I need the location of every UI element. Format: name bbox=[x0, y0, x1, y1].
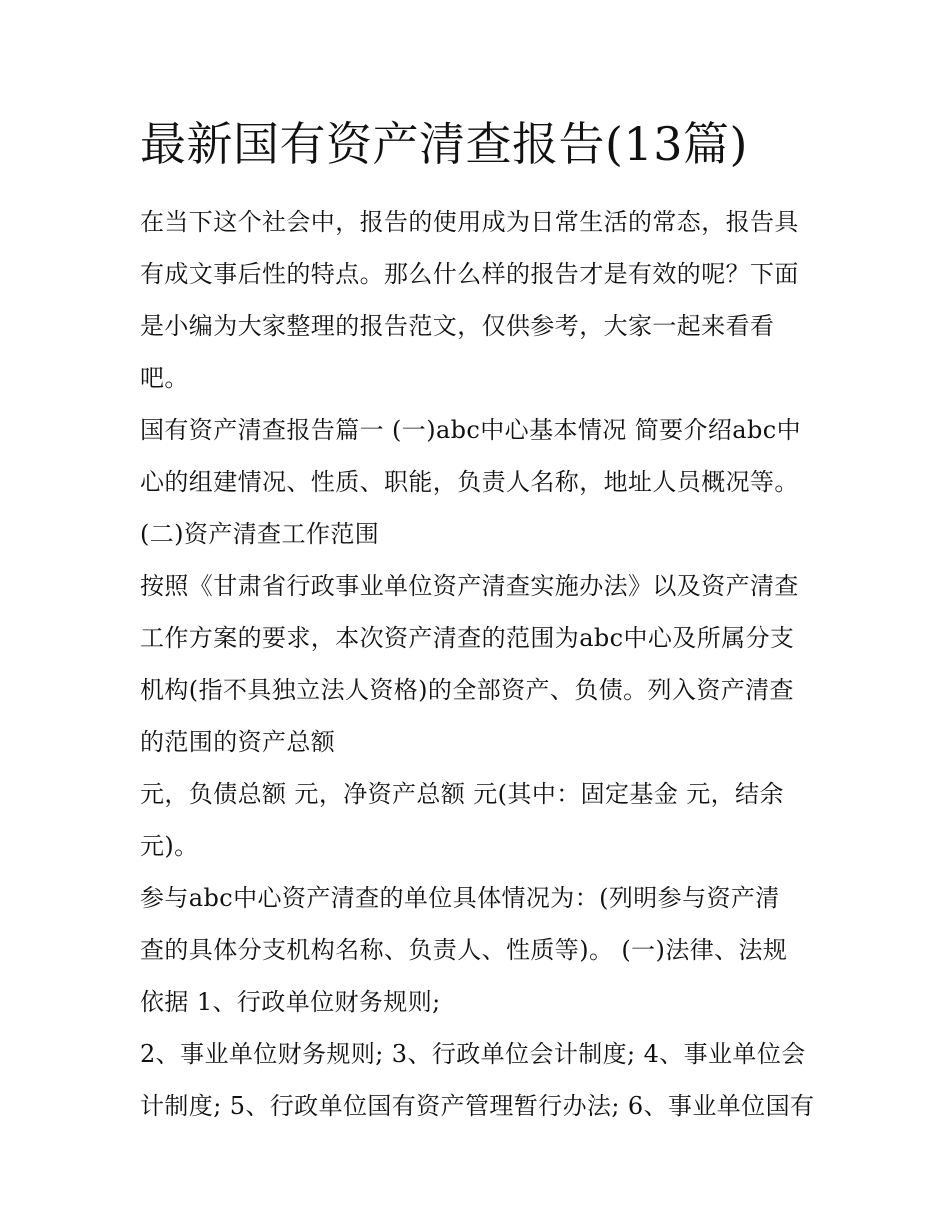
text-line: 2、事业单位财务规则; 3、行政单位会计制度; 4、事业单位会 bbox=[140, 1040, 806, 1068]
text-line: 查的具体分支机构名称、负责人、性质等)。 (一)法律、法规 bbox=[140, 936, 788, 964]
text-line: 的范围的资产总额 bbox=[140, 728, 336, 756]
document-body bbox=[140, 196, 820, 1132]
text-line: 是小编为大家整理的报告范文，仅供参考，大家一起来看看 bbox=[140, 312, 775, 340]
text-line: 按照《甘肃省行政事业单位资产清查实施办法》以及资产清查 bbox=[140, 572, 799, 600]
text-line: 有成文事后性的特点。那么什么样的报告才是有效的呢？下面 bbox=[140, 260, 799, 288]
text-line: 参与abc中心资产清查的单位具体情况为：(列明参与资产清 bbox=[140, 884, 780, 912]
text-line: 计制度; 5、行政单位国有资产管理暂行办法; 6、事业单位国有 bbox=[140, 1092, 815, 1120]
document-title: 最新国有资产清查报告(13篇) bbox=[140, 117, 748, 171]
text-line: 吧。 bbox=[140, 364, 189, 392]
text-line: 心的组建情况、性质、职能，负责人名称，地址人员概况等。 bbox=[140, 468, 799, 496]
text-line: 在当下这个社会中，报告的使用成为日常生活的常态，报告具 bbox=[140, 208, 799, 236]
text-line: 机构(指不具独立法人资格)的全部资产、负债。列入资产清查 bbox=[140, 676, 794, 704]
text-line: 依据 1、行政单位财务规则; bbox=[140, 988, 441, 1016]
text-line: 国有资产清查报告篇一 (一)abc中心基本情况 简要介绍abc中 bbox=[140, 416, 802, 444]
text-line: (二)资产清查工作范围 bbox=[140, 520, 380, 548]
text-line: 工作方案的要求，本次资产清查的范围为abc中心及所属分支 bbox=[140, 624, 795, 652]
text-line: 元，负债总额 元，净资产总额 元(其中：固定基金 元，结余 bbox=[140, 780, 784, 808]
text-line: 元)。 bbox=[140, 832, 199, 860]
